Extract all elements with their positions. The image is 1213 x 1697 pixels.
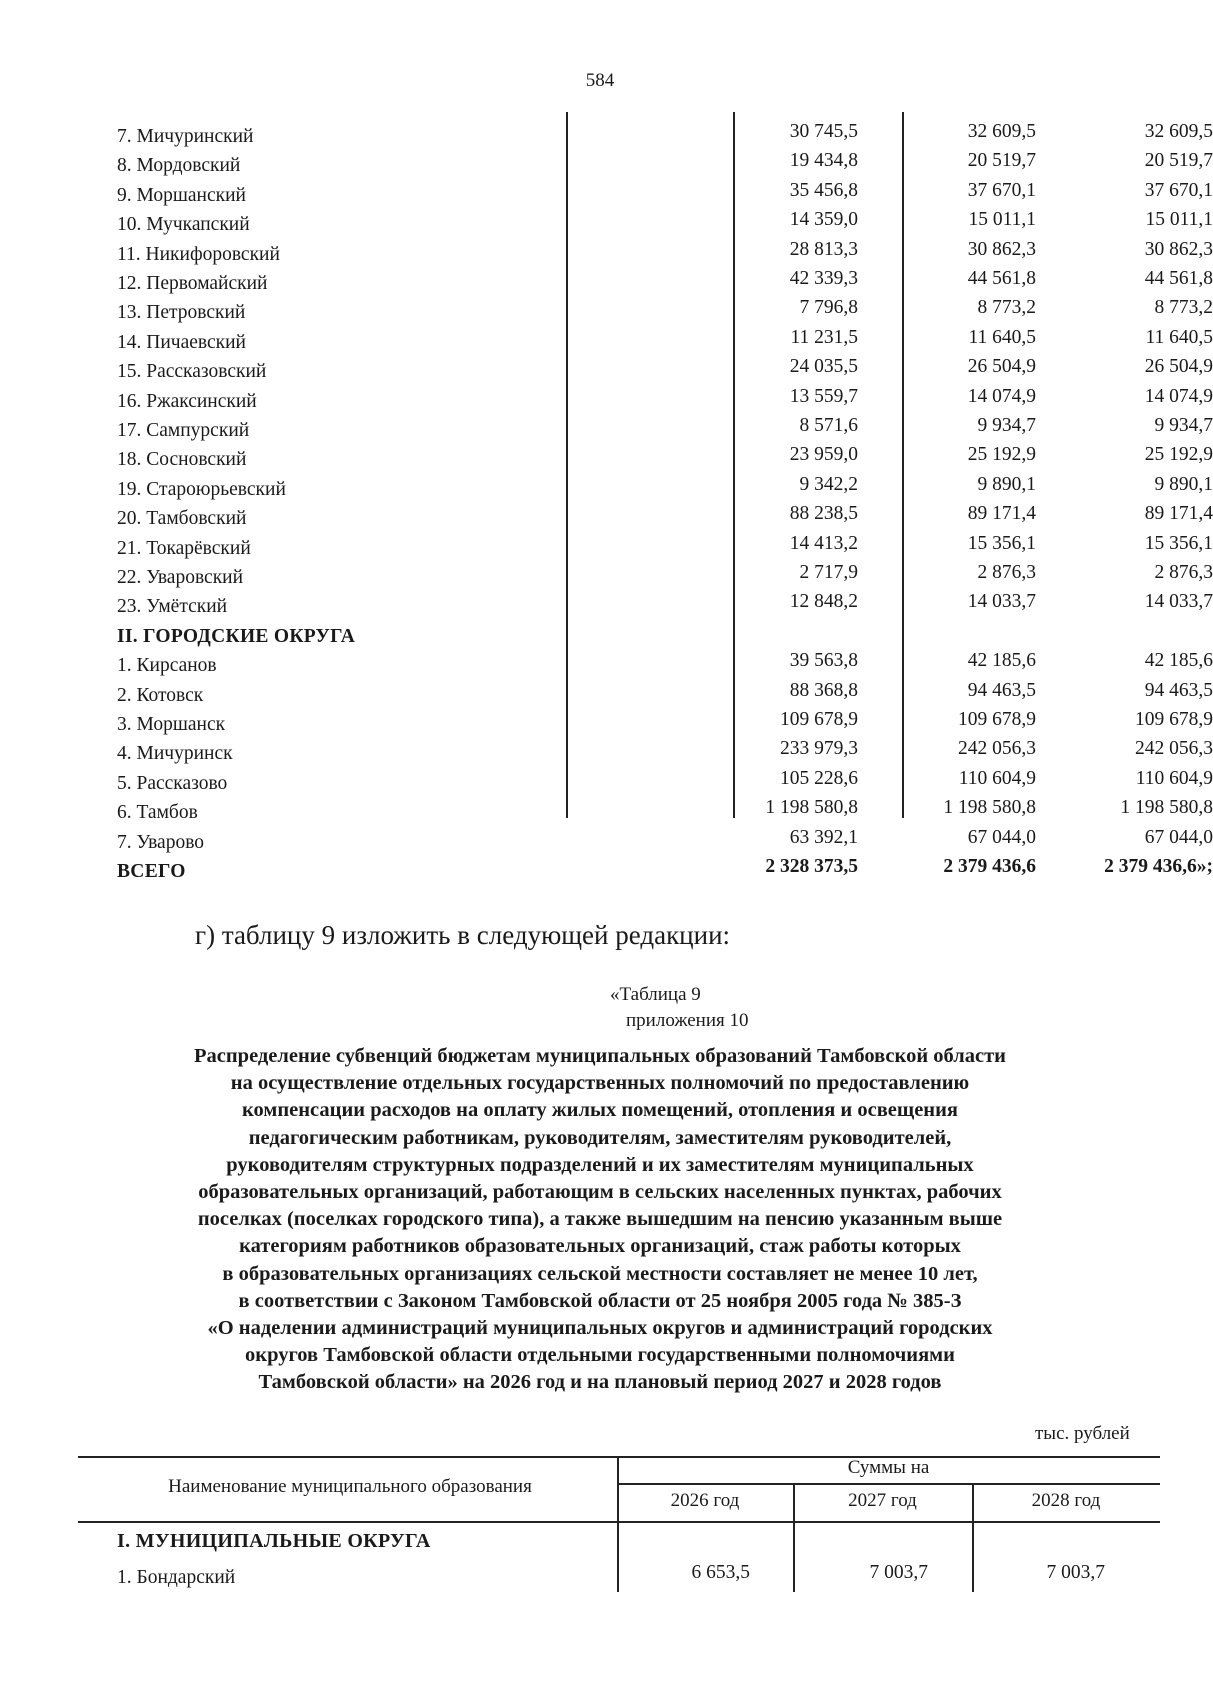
table-row xyxy=(113,296,1213,325)
row-value-2026: 88 368,8 xyxy=(789,679,858,701)
row-value-2028: 9 934,7 xyxy=(1154,415,1213,436)
row-name: 20. Тамбовский xyxy=(117,508,247,530)
row-value-2027: 11 640,5 xyxy=(968,326,1036,348)
row-value-2028: 25 192,9 xyxy=(1144,444,1213,466)
row-value-2026: 13 559,7 xyxy=(789,385,858,407)
header-year-2026: 2026 год xyxy=(670,1490,740,1511)
row-value-2026: 233 979,3 xyxy=(780,738,858,760)
title-line: округов Тамбовской области отдельными государственными полномочиями xyxy=(245,1344,955,1367)
header-sums: Суммы на xyxy=(847,1457,930,1478)
table-row xyxy=(113,679,1213,708)
table-row xyxy=(113,179,1213,208)
table-row xyxy=(113,355,1213,384)
row-value-2026: 39 563,8 xyxy=(789,650,858,672)
table-row xyxy=(113,649,1213,678)
title-line: образовательных организаций, работающим в сельских населенных пунктах, рабочих xyxy=(198,1181,1002,1204)
units-label: тыс. рублей xyxy=(1035,1423,1130,1444)
row-value-2028: 8 773,2 xyxy=(1154,297,1213,319)
row-value-2027: 14 033,7 xyxy=(967,591,1036,613)
table-row xyxy=(113,473,1213,502)
row-value-2026: 42 339,3 xyxy=(789,268,858,289)
row-value-2027: 9 890,1 xyxy=(977,473,1036,495)
row-value-2027: 44 561,8 xyxy=(967,268,1036,289)
row-value-2028: 94 463,5 xyxy=(1144,679,1213,701)
table-row xyxy=(113,590,1213,619)
row-value-2027: 109 678,9 xyxy=(958,709,1036,730)
title-line: на осуществление отдельных государственных полномочий по предоставлению xyxy=(230,1072,970,1095)
row-value-2026: 63 392,1 xyxy=(789,826,858,848)
header-border-bottom xyxy=(78,1521,1160,1523)
row-value-2028: 32 609,5 xyxy=(1144,121,1213,142)
row-value-2027: 8 773,2 xyxy=(977,297,1036,319)
header-year-2028: 2028 год xyxy=(1031,1490,1101,1511)
header-name: Наименование муниципального образования xyxy=(168,1476,532,1497)
row-value-2026: 12 848,2 xyxy=(789,591,858,613)
row-value-2027: 89 171,4 xyxy=(967,503,1036,525)
row-name: 11. Никифоровский xyxy=(117,243,280,265)
table-row xyxy=(113,414,1213,443)
row-name: 3. Моршанск xyxy=(117,714,226,735)
row-name: 17. Сампурский xyxy=(117,420,250,441)
table-row xyxy=(113,443,1213,472)
table-row xyxy=(113,737,1213,766)
row-name: 12. Первомайский xyxy=(117,273,268,294)
title-line: Распределение субвенций бюджетам муниципальных образований Тамбовской области xyxy=(194,1045,1006,1067)
row-value-2027: 94 463,5 xyxy=(967,679,1036,701)
row-value-2028: 14 033,7 xyxy=(1144,591,1213,613)
row-name: ВСЕГО xyxy=(117,861,186,882)
table-row xyxy=(113,708,1213,737)
table-row xyxy=(113,561,1213,590)
table-row xyxy=(113,796,1213,825)
row-value-2028: 15 356,1 xyxy=(1144,532,1213,554)
section-heading xyxy=(113,620,1103,649)
row-value-2028: 11 640,5 xyxy=(1145,326,1213,348)
title-line: компенсации расходов на оплату жилых помещений, отопления и освещения xyxy=(241,1099,959,1122)
row-value-2027: 26 504,9 xyxy=(967,356,1036,378)
row-value-2028: 109 678,9 xyxy=(1135,709,1213,730)
row-value-2026: 7 796,8 xyxy=(799,297,858,319)
row-name: 16. Ржаксинский xyxy=(117,390,257,412)
row-value-2026: 23 959,0 xyxy=(789,444,858,466)
row-value-2027: 15 356,1 xyxy=(967,532,1036,554)
row-name: 1. Бондарский xyxy=(117,1567,236,1588)
table-row xyxy=(113,502,1213,531)
table-row xyxy=(113,149,1213,178)
row-value-2026: 24 035,5 xyxy=(789,356,858,378)
row-value-2026: 2 717,9 xyxy=(799,562,858,583)
row-value-2028: 2 876,3 xyxy=(1154,562,1213,583)
row-name: 13. Петровский xyxy=(117,302,246,324)
row-value-2027: 7 003,7 xyxy=(869,1562,928,1583)
table-row xyxy=(113,385,1213,414)
row-value-2028: 242 056,3 xyxy=(1135,738,1213,760)
title-line: «О наделении администраций муниципальных округов и администраций городских xyxy=(207,1317,993,1340)
header-divider xyxy=(617,1483,1160,1485)
row-value-2027: 110 604,9 xyxy=(958,767,1036,789)
row-value-2027: 14 074,9 xyxy=(967,385,1036,407)
header-year-2027: 2027 год xyxy=(848,1490,917,1511)
row-name: 6. Тамбов xyxy=(117,802,198,824)
row-value-2027: 32 609,5 xyxy=(967,121,1036,142)
row-value-2028: 67 044,0 xyxy=(1144,826,1213,848)
row-value-2028: 30 862,3 xyxy=(1144,238,1213,260)
row-name: 8. Мордовский xyxy=(117,155,241,177)
row-name: 5. Рассказово xyxy=(117,772,228,794)
row-value-2028: 9 890,1 xyxy=(1154,473,1213,495)
row-value-2028: 42 185,6 xyxy=(1144,650,1213,672)
row-value-2027: 42 185,6 xyxy=(967,650,1036,672)
row-name: 1. Кирсанов xyxy=(117,655,217,677)
row-value-2027: 2 876,3 xyxy=(977,562,1036,583)
row-value-2026: 14 413,2 xyxy=(789,532,858,554)
table-row xyxy=(113,326,1213,355)
row-value-2026: 88 238,5 xyxy=(789,503,858,525)
row-name: 15. Рассказовский xyxy=(117,361,267,383)
row-value-2028: 26 504,9 xyxy=(1144,356,1213,378)
appendix-label: приложения 10 xyxy=(626,1010,749,1031)
table-title xyxy=(90,1043,1110,1397)
row-value-2026: 14 359,0 xyxy=(789,209,858,231)
row-value-2027: 25 192,9 xyxy=(967,444,1036,466)
title-line: в соответствии с Законом Тамбовской области от 25 ноября 2005 года № 385-З xyxy=(238,1289,962,1312)
row-name: 19. Староюрьевский xyxy=(117,478,286,500)
row-name: 18. Сосновский xyxy=(117,449,247,471)
row-value-2026: 109 678,9 xyxy=(780,709,858,730)
row-value-2026: 19 434,8 xyxy=(789,150,858,172)
row-value-2027: 15 011,1 xyxy=(968,209,1036,231)
row-name: 7. Уварово xyxy=(117,831,205,853)
row-value-2027: 9 934,7 xyxy=(977,415,1036,436)
title-line: педагогическим работникам, руководителям, заместителям руководителей, xyxy=(248,1126,952,1149)
row-name: 23. Умётский xyxy=(117,596,228,618)
title-line: категориям работников образовательных организаций, стаж работы которых xyxy=(239,1235,961,1258)
row-name: 14. Пичаевский xyxy=(117,331,246,353)
row-name: 2. Котовск xyxy=(117,684,204,706)
title-line: руководителям структурных подразделений и их заместителям муниципальных xyxy=(226,1153,974,1176)
row-value-2027: 2 379 436,6 xyxy=(943,856,1036,877)
row-value-2026: 6 653,5 xyxy=(691,1562,750,1583)
row-value-2028: 110 604,9 xyxy=(1135,767,1213,789)
page-number: 584 xyxy=(585,70,615,91)
row-name: 21. Токарёвский xyxy=(117,537,251,559)
row-name: 22. Уваровский xyxy=(117,567,244,588)
row-value-2026: 8 571,6 xyxy=(799,415,858,436)
table-row xyxy=(113,238,1213,267)
row-value-2026: 105 228,6 xyxy=(780,767,858,789)
row-value-2026: 11 231,5 xyxy=(790,326,858,348)
row-value-2028: 37 670,1 xyxy=(1144,179,1213,201)
table-row xyxy=(113,208,1213,237)
table-row xyxy=(113,120,1213,149)
table-number-label: «Таблица 9 xyxy=(610,984,701,1005)
row-name: 9. Моршанский xyxy=(117,184,246,206)
row-value-2028: 2 379 436,6»; xyxy=(1104,856,1213,877)
section-heading: I. МУНИЦИПАЛЬНЫЕ ОКРУГА xyxy=(117,1530,431,1552)
row-value-2028: 1 198 580,8 xyxy=(1120,797,1213,819)
row-value-2026: 9 342,2 xyxy=(799,473,858,495)
row-value-2028: 15 011,1 xyxy=(1145,209,1213,231)
table-row xyxy=(113,767,1213,796)
amendment-text: г) таблицу 9 изложить в следующей редакции: xyxy=(195,920,731,950)
row-value-2028: 20 519,7 xyxy=(1144,150,1213,172)
row-value-2028: 7 003,7 xyxy=(1046,1562,1105,1583)
row-value-2026: 2 328 373,5 xyxy=(765,856,858,877)
row-value-2026: 30 745,5 xyxy=(789,121,858,142)
row-value-2026: 28 813,3 xyxy=(789,238,858,260)
row-value-2027: 242 056,3 xyxy=(958,738,1036,760)
row-name: 10. Мучкапский xyxy=(117,214,250,236)
row-value-2027: 30 862,3 xyxy=(967,238,1036,260)
row-name: 7. Мичуринский xyxy=(117,126,254,147)
table-row xyxy=(113,267,1213,296)
table-row xyxy=(113,532,1213,561)
row-value-2027: 1 198 580,8 xyxy=(943,797,1036,819)
row-value-2028: 44 561,8 xyxy=(1144,268,1213,289)
title-line: поселках (поселках городского типа), а также вышедшим на пенсию указанным выше xyxy=(197,1208,1003,1231)
total-row xyxy=(113,855,1213,884)
row-name: 4. Мичуринск xyxy=(117,743,233,765)
row-value-2028: 89 171,4 xyxy=(1144,503,1213,525)
row-name: II. ГОРОДСКИЕ ОКРУГА xyxy=(117,625,356,647)
row-value-2028: 14 074,9 xyxy=(1144,385,1213,407)
row-value-2027: 37 670,1 xyxy=(967,179,1036,201)
title-line: Тамбовской области» на 2026 год и на плановый период 2027 и 2028 годов xyxy=(258,1371,942,1394)
table-row xyxy=(113,826,1213,855)
row-value-2026: 35 456,8 xyxy=(789,179,858,201)
title-line: в образовательных организациях сельской местности составляет не менее 10 лет, xyxy=(222,1262,978,1285)
row-value-2026: 1 198 580,8 xyxy=(765,797,858,819)
row-value-2027: 67 044,0 xyxy=(967,826,1036,848)
row-value-2027: 20 519,7 xyxy=(967,150,1036,172)
